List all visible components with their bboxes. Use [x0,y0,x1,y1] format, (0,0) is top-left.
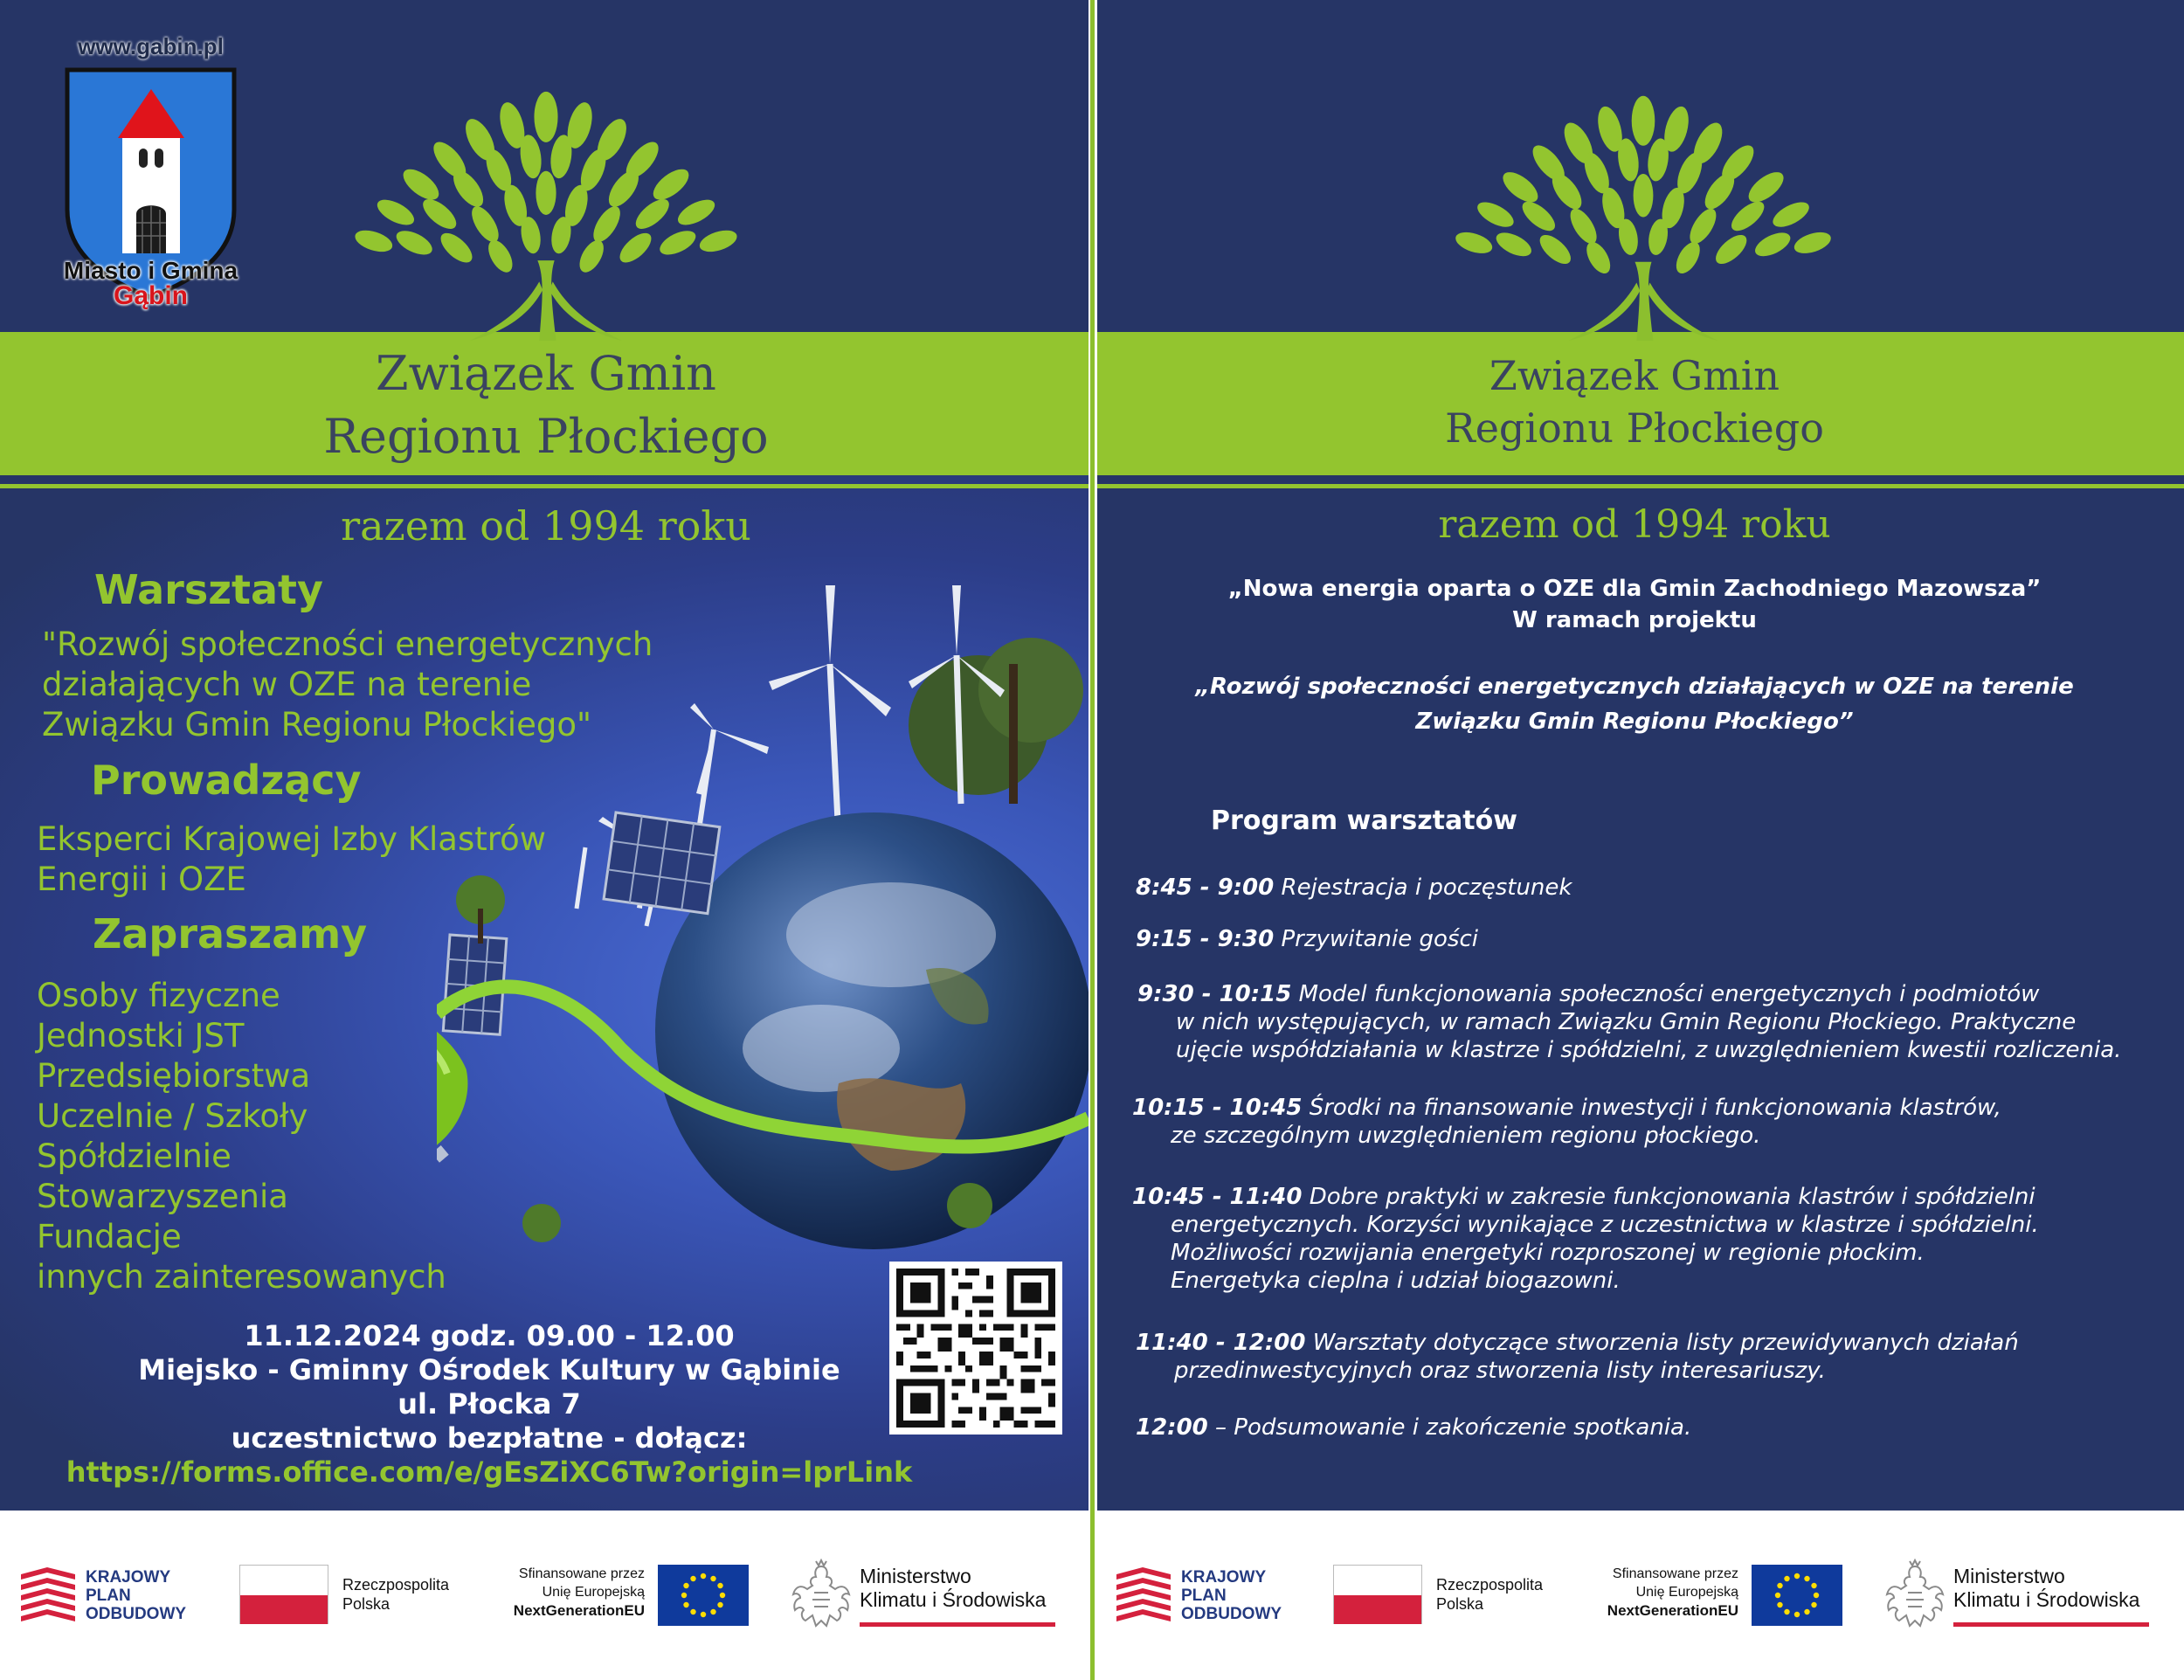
program-item [1132,1094,2001,1150]
kpo-line: ODBUDOWY [86,1605,187,1623]
polish-eagle-icon [1883,1558,1946,1633]
rp-line: Rzeczpospolita [342,1576,450,1594]
eu-line: NextGenerationEU [1607,1602,1738,1619]
rp-line: Polska [342,1595,390,1613]
panel-divider [1089,0,1097,1680]
program-desc: Środki na finansowanie inwestycji i funkcjonowania klastrów, [1309,1095,2001,1121]
hosts-heading: Prowadzący [91,757,362,804]
program-time: 9:30 - 10:15 [1137,981,1292,1007]
event-address: ul. Płocka 7 [397,1387,581,1421]
invite-heading: Zapraszamy [93,910,368,958]
ministry-text [1953,1565,2139,1612]
funding-logos-footer [1097,1511,2184,1680]
project-subtitle: W ramach projektu [1512,607,1757,633]
program-desc: ze szczególnym uwzględnieniem regionu płockiego. [1171,1123,1761,1149]
eu-funding-text [1577,1565,1738,1620]
eu-line: Sfinansowane przez [518,1566,645,1581]
ministry-line: Klimatu i Środowiska [1953,1588,2140,1611]
program-desc: – Podsumowanie i zakończenie spotkania. [1215,1414,1692,1441]
program-time: 10:45 - 11:40 [1132,1184,1303,1210]
program-desc: Energetyka cieplna i udział biogazowni. [1171,1268,1621,1294]
program-time: 11:40 - 12:00 [1136,1330,1306,1356]
project-header [1132,573,2137,636]
program-heading: Program warsztatów [1211,805,1517,836]
event-datetime: 11.12.2024 godz. 09.00 - 12.00 [244,1319,735,1352]
polish-flag-icon [239,1565,328,1624]
program-desc: przedinwestycyjnych oraz stworzenia listy interesariuszy. [1174,1358,1826,1384]
ministry-underline [860,1622,1055,1627]
gabin-website-url[interactable]: www.gabin.pl [78,33,224,59]
association-title [1272,349,1997,454]
event-details [52,1319,926,1490]
kpo-line: ODBUDOWY [1181,1605,1282,1623]
program-item [1136,1329,2019,1385]
program-item [1136,1414,1691,1441]
program-item [1137,980,2121,1064]
list-item: Stowarzyszenia [37,1178,288,1215]
band-underline [0,484,1089,488]
registration-link[interactable]: https://forms.office.com/e/gEsZiXC6Tw?origin=lprLink [66,1455,913,1489]
since-1994-tagline: razem od 1994 roku [1438,502,1831,547]
program-desc: w nich występujących, w ramach Związku Gmin Regionu Płockiego. Praktyczne [1176,1009,2077,1035]
program-desc: ujęcie współdziałania w klastrze i spółdzielni, z uwzględnieniem kwestii rozliczenia. [1176,1037,2122,1063]
hosts-line: Eksperci Krajowej Izby Klastrów [37,820,547,858]
gabin-logo-line2: Gąbin [113,281,188,310]
list-item: Osoby fizyczne [37,977,280,1014]
list-item: Fundacje [37,1218,182,1255]
eu-flag-icon [658,1565,749,1626]
polish-flag-icon [1333,1565,1422,1624]
list-item: Jednostki JST [37,1017,245,1054]
ministry-line: Klimatu i Środowiska [860,1588,1047,1611]
association-title-line2: Regionu Płockiego [1445,404,1824,452]
kpo-line: KRAJOWY [86,1568,171,1587]
band-underline [1097,484,2184,488]
tree-logo-icon [1434,92,1853,341]
eu-flag-icon [1752,1565,1842,1626]
program-time: 9:15 - 9:30 [1136,926,1275,952]
workshops-heading: Warsztaty [94,566,323,613]
since-1994-tagline: razem od 1994 roku [341,502,751,550]
kpo-logo-text [1181,1568,1282,1623]
rp-line: Polska [1436,1595,1484,1613]
association-title-line2: Regionu Płockiego [323,409,769,464]
right-program-panel [1097,0,2184,1680]
gabin-logo-line1: Miasto i Gmina [63,257,238,284]
kpo-line: PLAN [1181,1587,1227,1605]
workshops-title-line: działających w OZE na terenie [42,666,532,703]
hosts-line: Energii i OZE [37,861,246,898]
kpo-line: PLAN [86,1587,131,1605]
project-name-line: Związku Gmin Regionu Płockiego” [1415,709,1854,735]
project-name [1106,669,2163,739]
association-title [201,342,891,468]
eu-line: Sfinansowane przez [1612,1566,1738,1581]
funding-logos-footer [0,1511,1089,1680]
polish-eagle-icon [790,1558,853,1633]
program-desc: Dobre praktyki w zakresie funkcjonowania klastrów i spółdzielni [1309,1184,2035,1210]
workshops-title-line: "Rozwój społeczności energetycznych [42,626,653,663]
rzeczpospolita-polska-text [342,1575,449,1614]
program-desc: Model funkcjonowania społeczności energetycznych i podmiotów [1298,981,2040,1007]
workshops-title-line: Związku Gmin Regionu Płockiego" [42,706,591,743]
association-title-line1: Związek Gmin [1489,352,1780,399]
ministry-line: Ministerstwo [1953,1565,2065,1587]
program-item [1136,874,1572,902]
eu-line: Unię Europejską [542,1585,645,1600]
list-item: Spółdzielnie [37,1137,232,1175]
rzeczpospolita-polska-text [1436,1575,1543,1614]
list-item: Przedsiębiorstwa [37,1057,311,1095]
program-desc: Przywitanie gości [1281,926,1478,952]
program-time: 12:00 [1136,1414,1208,1441]
workshops-title [42,625,653,745]
hosts-text [37,819,546,900]
event-venue: Miejsko - Gminny Ośrodek Kultury w Gąbinie [138,1353,840,1386]
kpo-logo-icon [1116,1567,1171,1621]
list-item: innych zainteresowanych [37,1258,446,1296]
program-item [1132,1183,2039,1295]
list-item: Uczelnie / Szkoły [37,1097,308,1135]
eu-line: Unię Europejską [1635,1585,1738,1600]
eu-funding-text [483,1565,645,1620]
rp-line: Rzeczpospolita [1436,1576,1544,1594]
project-name-line: „Rozwój społeczności energetycznych działających w OZE na terenie [1195,674,2074,700]
kpo-logo-icon [21,1567,75,1621]
program-desc: Rejestracja i poczęstunek [1281,875,1572,901]
association-title-line1: Związek Gmin [376,346,716,401]
event-participation: uczestnictwo bezpłatne - dołącz: [231,1421,748,1455]
ministry-underline [1953,1622,2149,1627]
invitee-list [37,976,446,1297]
program-item [1136,925,1478,953]
program-desc: energetycznych. Korzyści wynikające z uczestnictwa w klastrze i spółdzielni. [1171,1212,2039,1238]
eu-line: NextGenerationEU [513,1602,645,1619]
program-time: 8:45 - 9:00 [1136,875,1275,901]
ministry-text [860,1565,1046,1612]
ministry-line: Ministerstwo [860,1565,971,1587]
tree-logo-icon [332,87,760,341]
program-desc: Warsztaty dotyczące stworzenia listy przewidywanych działań [1312,1330,2019,1356]
kpo-line: KRAJOWY [1181,1568,1267,1587]
kpo-logo-text [86,1568,186,1623]
project-title: „Nowa energia oparta o OZE dla Gmin Zachodniego Mazowsza” [1227,576,2042,602]
program-time: 10:15 - 10:45 [1132,1095,1303,1121]
program-desc: Możliwości rozwijania energetyki rozproszonej w regionie płockim. [1171,1240,1925,1266]
left-poster-panel [0,0,1089,1680]
